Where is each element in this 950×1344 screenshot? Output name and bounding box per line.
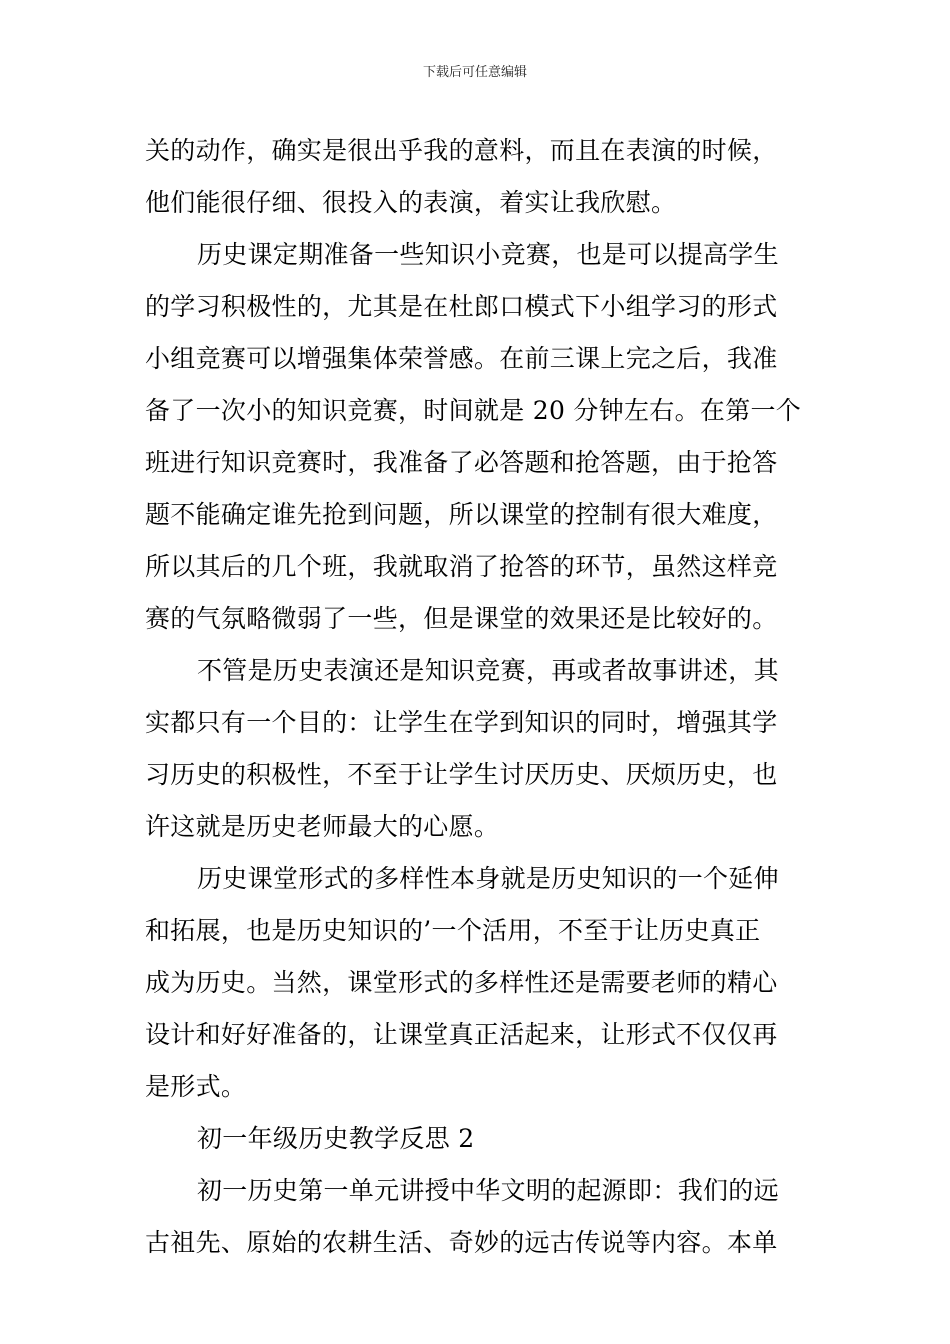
text-line: 习历史的积极性，不至于让学生讨厌历史、厌烦历史，也	[145, 760, 778, 789]
paragraph-start-line: 历史课定期准备一些知识小竞赛，也是可以提高学生	[197, 240, 779, 269]
text-line: 设计和好好准备的，让课堂真正活起来，让形式不仅仅再	[145, 1020, 778, 1049]
text-line: 许这就是历史老师最大的心愿。	[145, 812, 500, 841]
text-line: 题不能确定谁先抢到问题，所以课堂的控制有很大难度，	[145, 500, 778, 529]
text-line: 和拓展，也是历史知识的’一个活用，不至于让历史真正	[145, 916, 761, 945]
paragraph-start-line: 不管是历史表演还是知识竞赛，再或者故事讲述，其	[197, 656, 779, 685]
text-line: 古祖先、原始的农耕生活、奇妙的远古传说等内容。本单	[145, 1228, 778, 1257]
text-line: 赛的气氛略微弱了一些，但是课堂的效果还是比较好的。	[145, 604, 778, 633]
text-line: 的学习积极性的，尤其是在杜郎口模式下小组学习的形式	[145, 292, 778, 321]
text-line: 班进行知识竞赛时，我准备了必答题和抢答题，由于抢答	[145, 448, 778, 477]
text-line: 备了一次小的知识竞赛，时间就是 20 分钟左右。在第一个	[145, 396, 802, 425]
document-body	[145, 125, 810, 1269]
paragraph-start-line: 历史课堂形式的多样性本身就是历史知识的一个延伸	[197, 864, 779, 893]
text-line: 实都只有一个目的：让学生在学到知识的同时，增强其学	[145, 708, 778, 737]
text-line: 小组竞赛可以增强集体荣誉感。在前三课上完之后，我准	[145, 344, 778, 373]
paragraph-start-line: 初一历史第一单元讲授中华文明的起源即：我们的远	[197, 1176, 779, 1205]
text-line: 所以其后的几个班，我就取消了抢答的环节，虽然这样竞	[145, 552, 778, 581]
page-header: 下载后可任意编辑	[422, 65, 527, 80]
text-line: 成为历史。当然，课堂形式的多样性还是需要老师的精心	[145, 968, 778, 997]
text-line: 是形式。	[145, 1072, 247, 1101]
text-line: 他们能很仔细、很投入的表演，着实让我欣慰。	[145, 188, 677, 217]
section-heading: 初一年级历史教学反思 2	[197, 1124, 475, 1153]
text-line: 关的动作，确实是很出乎我的意料，而且在表演的时候，	[145, 136, 778, 165]
